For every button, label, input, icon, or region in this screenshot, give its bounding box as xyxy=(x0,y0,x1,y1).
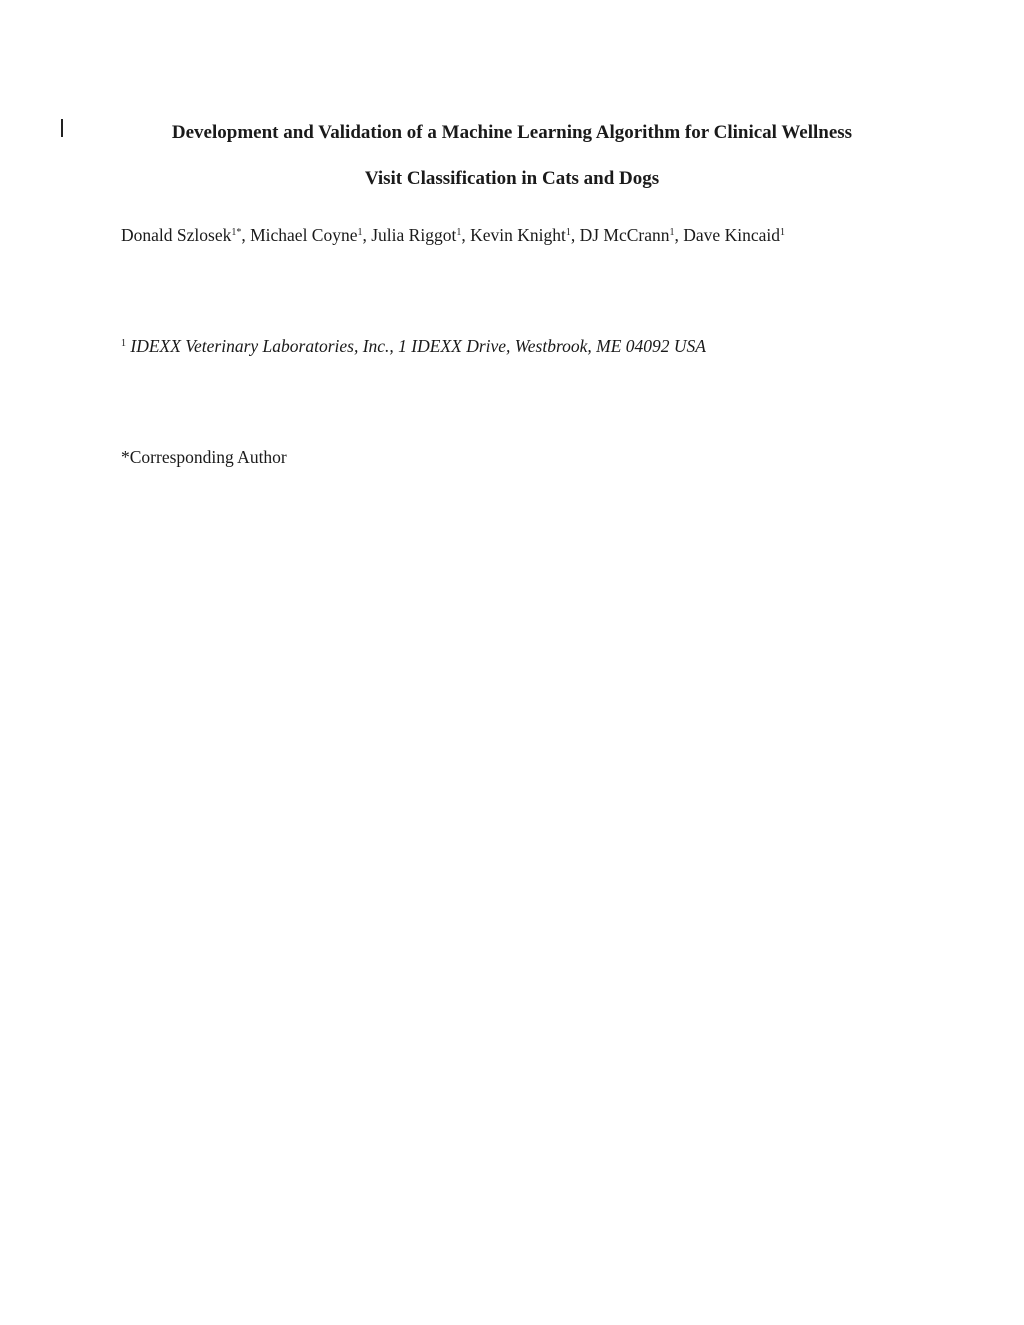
author: Donald Szlosek$^{1*}$, xyxy=(121,225,251,245)
author: Dave Kincaid$^1$ xyxy=(683,225,785,245)
affiliation xyxy=(121,334,706,358)
author-list xyxy=(121,223,785,247)
paper-title-line-1: Development and Validation of a Machine Learning Algorithm for Clinical Wellness xyxy=(171,122,853,143)
affiliation-marker: 1 xyxy=(121,338,126,349)
author: DJ McCrann$^1$, xyxy=(579,225,684,245)
affiliation-text: IDEXX Veterinary Laboratories, Inc., 1 IDEXX Drive, Westbrook, ME 04092 USA xyxy=(126,336,706,356)
paper-title-line-2: Visit Classification in Cats and Dogs xyxy=(364,168,660,189)
author: Julia Riggot$^1$, xyxy=(371,225,471,245)
corresponding-author-note: *Corresponding Author xyxy=(121,447,287,467)
author: Kevin Knight$^1$, xyxy=(470,225,580,245)
author: Michael Coyne$^1$, xyxy=(250,225,372,245)
